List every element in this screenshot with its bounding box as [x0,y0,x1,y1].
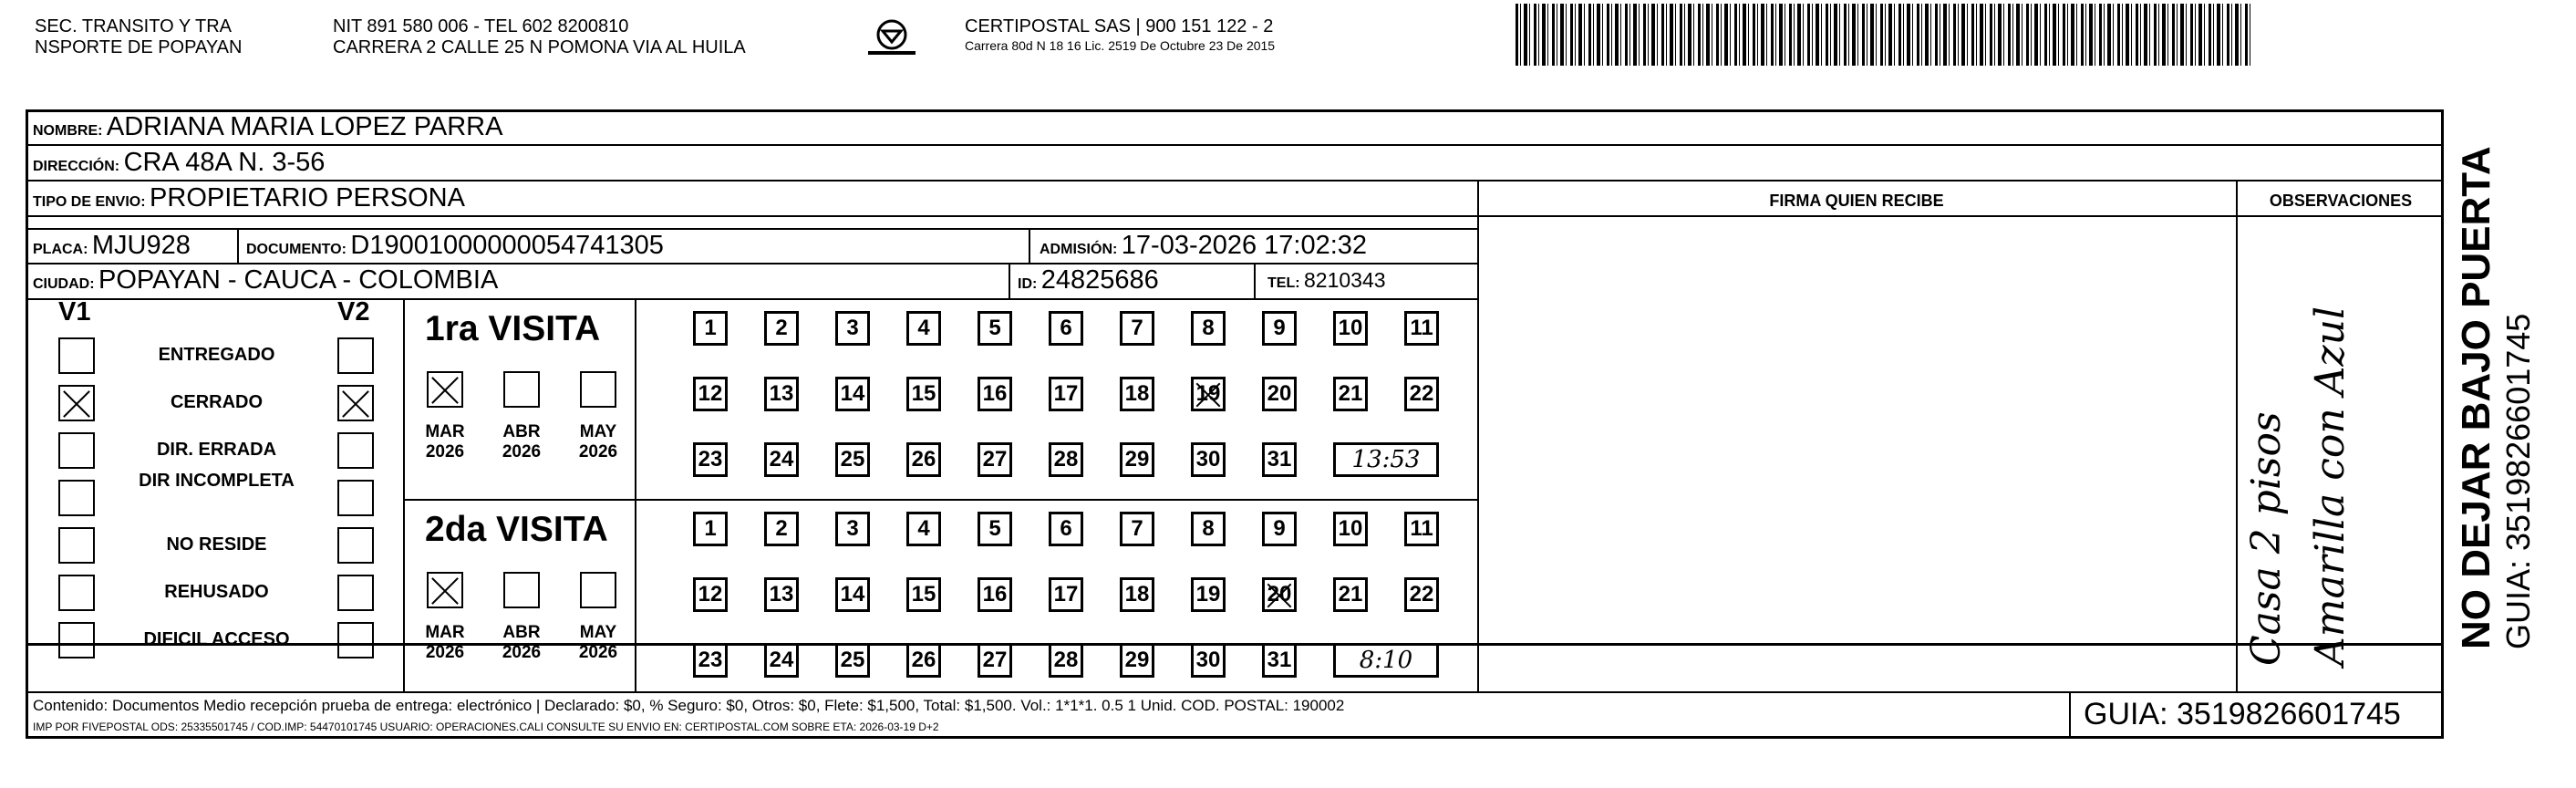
admision-row [1040,230,1367,265]
day-box[interactable]: 26 [906,643,941,678]
footer-line2: IMP POR FIVEPOSTAL ODS: 25335501745 / COD.IMP: 54470101745 USUARIO: OPERACIONES.CALI CONSULTE SU ENVIO EN: CERTIPOSTAL.COM SOBRE ETA: 2026-03-19 D+2 [33,721,939,733]
footer-guia: GUIA: 3519826601745 [2084,697,2401,731]
status-label: ENTREGADO [158,345,275,365]
day-box[interactable]: 23 [693,643,728,678]
obs-line-1: Casa 2 pisos [2243,411,2290,666]
day-box[interactable]: 9 [1262,512,1297,546]
day-box[interactable]: 5 [978,311,1012,346]
day-box[interactable]: 14 [835,577,870,612]
placa-row [33,230,191,265]
tipo-row [33,182,465,218]
day-box[interactable]: 10 [1333,311,1368,346]
company-line: CERTIPOSTAL SAS | 900 151 122 - 2 [965,16,1274,36]
v1-checkbox[interactable] [58,432,95,469]
side-guia: GUIA: 3519826601745 [2499,313,2537,649]
v1-checkbox[interactable] [58,575,95,611]
v1-checkbox[interactable] [58,622,95,658]
tel-row [1267,264,1386,299]
direccion-label: DIRECCIÓN: [33,159,120,174]
nombre-value: ADRIANA MARIA LOPEZ PARRA [106,112,503,141]
day-box[interactable]: 19 [1191,377,1226,411]
month-checkbox[interactable] [427,572,463,608]
month-checkbox[interactable] [503,572,540,608]
observaciones-handwriting [2234,219,2435,675]
day-box[interactable]: 26 [906,442,941,477]
month-name: MAR [425,623,465,642]
day-box[interactable]: 15 [906,577,941,612]
day-box[interactable]: 29 [1120,643,1154,678]
day-box[interactable]: 3 [835,311,870,346]
sender-info [333,16,746,58]
day-box[interactable]: 18 [1120,577,1154,612]
ciudad-value: POPAYAN - CAUCA - COLOMBIA [98,265,499,295]
month-year: 2026 [425,643,465,662]
day-box[interactable]: 8 [1191,311,1226,346]
visit-time[interactable]: 8:10 [1333,643,1439,678]
day-box[interactable]: 20 [1262,377,1297,411]
v2-checkbox[interactable] [337,527,374,564]
v1-checkbox[interactable] [58,385,95,421]
day-box[interactable]: 30 [1191,643,1226,678]
month-label [418,422,472,462]
nombre-row [33,111,502,147]
id-row [1018,264,1159,300]
company-block [965,16,1275,54]
side-warning: NO DEJAR BAJO PUERTA [2454,146,2498,649]
firma-header: FIRMA QUIEN RECIBE [1769,192,1944,210]
day-box[interactable]: 4 [906,512,941,546]
nit-line: NIT 891 580 006 - TEL 602 8200810 [333,16,629,36]
day-box[interactable]: 22 [1404,577,1439,612]
visit-time[interactable]: 13:53 [1333,442,1439,477]
tipo-value: PROPIETARIO PERSONA [150,183,465,213]
day-box[interactable]: 1 [693,512,728,546]
day-box[interactable]: 10 [1333,512,1368,546]
v2-checkbox[interactable] [337,337,374,374]
v1-checkbox[interactable] [58,527,95,564]
tel-value: 8210343 [1304,268,1386,292]
day-box[interactable]: 20 [1262,577,1297,612]
day-box[interactable]: 24 [764,643,799,678]
v2-checkbox[interactable] [337,385,374,421]
v1-header: V1 [58,297,91,327]
firma-area[interactable] [1479,217,2234,690]
visit-title: 1ra VISITA [425,309,601,348]
day-box[interactable]: 18 [1120,377,1154,411]
v2-checkbox[interactable] [337,432,374,469]
v2-checkbox[interactable] [337,622,374,658]
sender-line1: SEC. TRANSITO Y TRA [35,16,232,36]
documento-label: DOCUMENTO: [246,242,347,257]
v2-header: V2 [337,297,370,327]
day-box[interactable]: 7 [1120,311,1154,346]
direccion-row [33,147,325,182]
address-line: CARRERA 2 CALLE 25 N POMONA VIA AL HUILA [333,37,746,57]
day-box[interactable]: 1 [693,311,728,346]
month-label [494,422,549,462]
month-checkbox[interactable] [580,371,616,408]
status-label: NO RESIDE [166,534,267,555]
month-year: 2026 [578,643,618,662]
obs-line-2: Amarilla con Azul [2307,306,2354,666]
day-box[interactable]: 13 [764,377,799,411]
day-box[interactable]: 2 [764,512,799,546]
day-box[interactable]: 21 [1333,377,1368,411]
status-label: DIR INCOMPLETA [139,471,295,491]
v2-checkbox[interactable] [337,480,374,516]
day-box[interactable]: 3 [835,512,870,546]
ciudad-label: CIUDAD: [33,276,95,292]
admision-value: 17-03-2026 17:02:32 [1121,231,1368,260]
month-name: MAY [579,422,617,441]
status-label: DIR. ERRADA [156,440,277,460]
day-box[interactable]: 11 [1404,512,1439,546]
day-box[interactable]: 27 [978,442,1012,477]
month-label [494,623,549,663]
day-box[interactable]: 12 [693,377,728,411]
day-box[interactable]: 28 [1049,442,1083,477]
placa-value: MJU928 [91,231,191,260]
month-year: 2026 [502,442,542,461]
footer-line1: Contenido: Documentos Medio recepción prueba de entrega: electrónico | Declarado: $0, % Seguro: $0, Otros: $0, Flete: $1,500, Total: $1,500. Vol.: 1*1*1. 0.5 1 Unid. COD. POSTAL: 190002 [33,697,1345,714]
month-name: ABR [502,623,541,642]
day-box[interactable]: 22 [1404,377,1439,411]
day-box[interactable]: 14 [835,377,870,411]
day-box[interactable]: 25 [835,643,870,678]
day-box[interactable]: 6 [1049,512,1083,546]
day-box[interactable]: 21 [1333,577,1368,612]
month-checkbox[interactable] [427,371,463,408]
id-label: ID: [1018,276,1038,292]
day-box[interactable]: 9 [1262,311,1297,346]
company-sub: Carrera 80d N 18 16 Lic. 2519 De Octubre 23 De 2015 [965,38,1276,53]
day-box[interactable]: 15 [906,377,941,411]
day-box[interactable]: 24 [764,442,799,477]
day-box[interactable]: 31 [1262,442,1297,477]
day-box[interactable]: 19 [1191,577,1226,612]
status-label: REHUSADO [164,582,269,602]
v1-checkbox[interactable] [58,480,95,516]
day-box[interactable]: 6 [1049,311,1083,346]
status-label: DIFICIL ACCESO [143,629,290,649]
day-box[interactable]: 16 [978,377,1012,411]
day-box[interactable]: 17 [1049,577,1083,612]
day-box[interactable]: 12 [693,577,728,612]
month-checkbox[interactable] [503,371,540,408]
month-name: MAY [579,623,617,642]
day-box[interactable]: 4 [906,311,941,346]
observaciones-header: OBSERVACIONES [2269,192,2413,210]
day-box[interactable]: 11 [1404,311,1439,346]
month-label [418,623,472,663]
day-box[interactable]: 5 [978,512,1012,546]
month-label [571,422,626,462]
day-box[interactable]: 23 [693,442,728,477]
day-box[interactable]: 29 [1120,442,1154,477]
month-year: 2026 [502,643,542,662]
month-name: MAR [425,422,465,441]
direccion-value: CRA 48A N. 3-56 [123,148,326,177]
day-box[interactable]: 16 [978,577,1012,612]
tipo-label: TIPO DE ENVIO: [33,194,146,210]
day-box[interactable]: 28 [1049,643,1083,678]
month-year: 2026 [425,442,465,461]
month-year: 2026 [578,442,618,461]
admision-label: ADMISIÓN: [1040,242,1118,257]
month-name: ABR [502,422,541,441]
sender-line2: NSPORTE DE POPAYAN [35,37,243,57]
v2-checkbox[interactable] [337,575,374,611]
day-box[interactable]: 27 [978,643,1012,678]
v1-checkbox[interactable] [58,337,95,374]
id-value: 24825686 [1040,265,1159,295]
day-box[interactable]: 17 [1049,377,1083,411]
month-checkbox[interactable] [580,572,616,608]
day-box[interactable]: 13 [764,577,799,612]
day-box[interactable]: 31 [1262,643,1297,678]
nombre-label: NOMBRE: [33,123,103,139]
placa-label: PLACA: [33,242,88,257]
side-text [2453,102,2537,649]
day-box[interactable]: 2 [764,311,799,346]
day-box[interactable]: 7 [1120,512,1154,546]
documento-row [246,230,664,265]
tel-label: TEL: [1267,275,1300,291]
barcode [1516,4,2252,66]
visit-title: 2da VISITA [425,510,608,549]
day-box[interactable]: 30 [1191,442,1226,477]
status-label: CERRADO [170,392,264,412]
month-label [571,623,626,663]
sender-block [35,16,242,58]
day-box[interactable]: 25 [835,442,870,477]
certipostal-logo-icon [864,18,919,58]
day-box[interactable]: 8 [1191,512,1226,546]
documento-value: D19001000000054741305 [350,231,664,260]
ciudad-row [33,264,498,300]
